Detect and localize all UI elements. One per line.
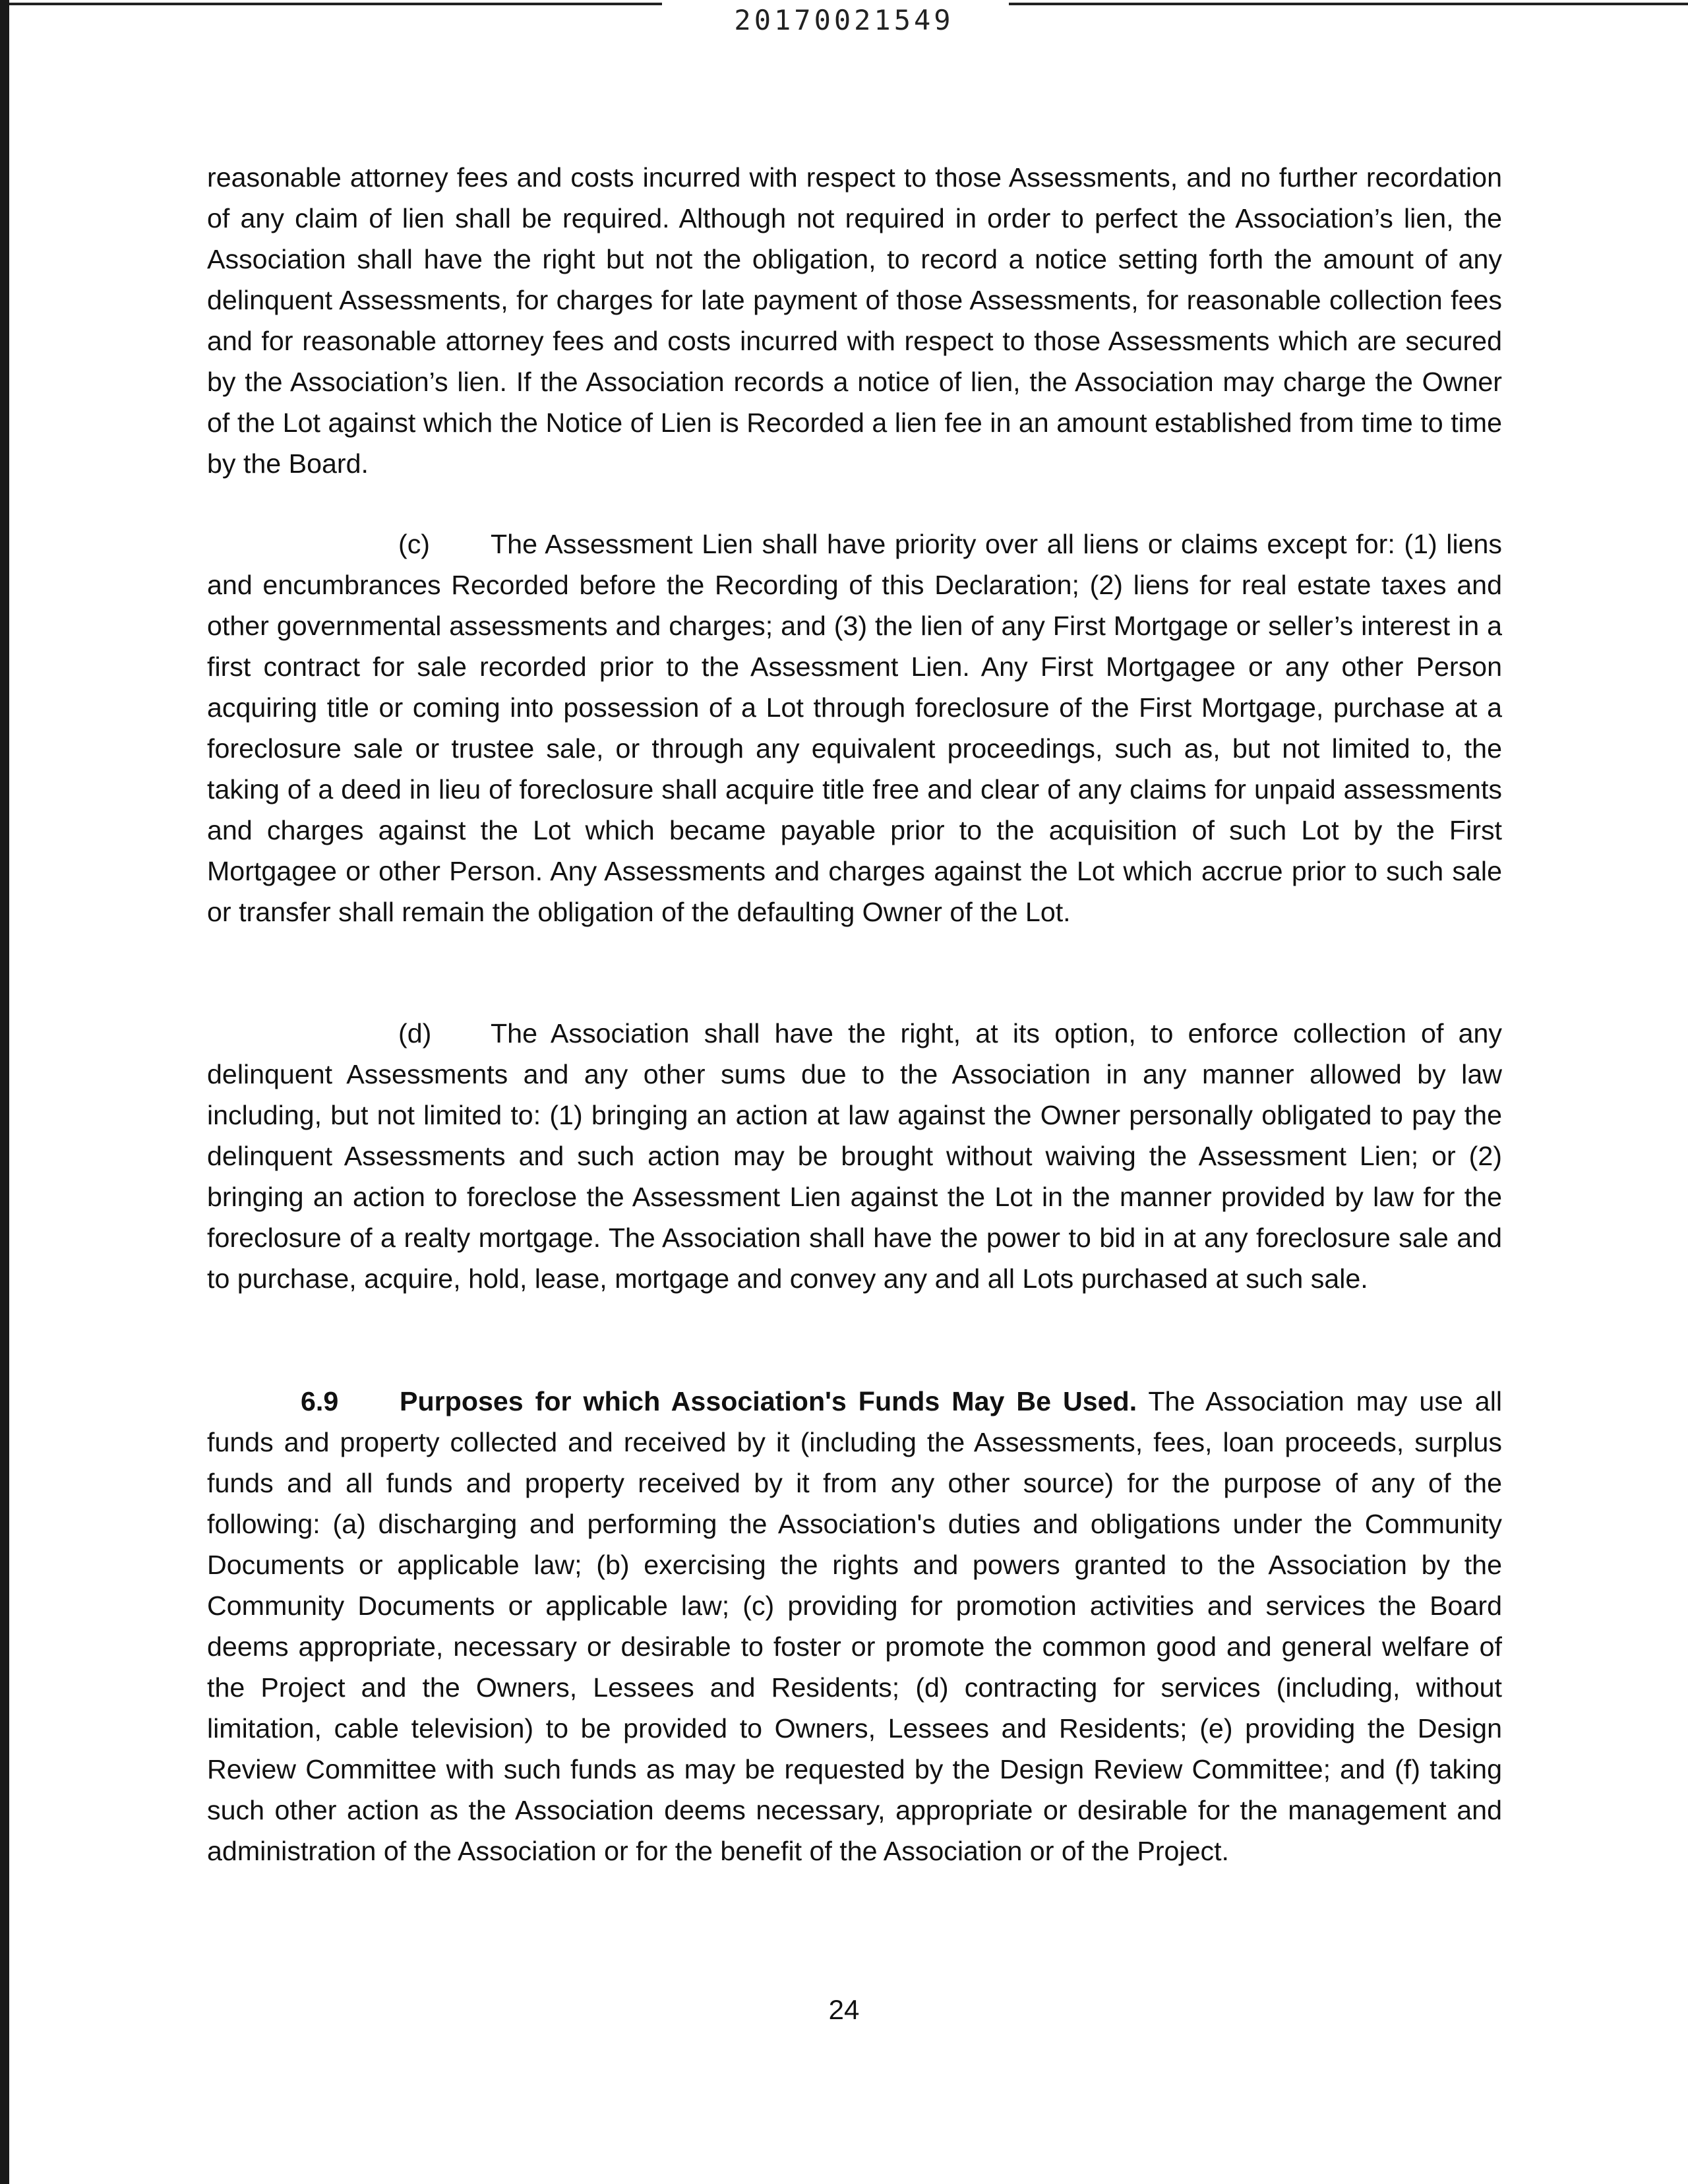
scan-edge (0, 0, 9, 2184)
subsection-label-d: (d) (398, 1018, 432, 1048)
page-number: 24 (828, 1994, 860, 2025)
paragraph-d (207, 1013, 1502, 1299)
subsection-label-c: (c) (398, 529, 431, 559)
paragraph-text: The Assessment Lien shall have priority over all liens or claims except for: (1) liens and encumbrances Recorded before the Recording of this Declaration; (2) liens for real estate taxes and other governmental assessments and charges; and (3) the lien of any First Mortgage or seller’s interest in a first contract for sale recorded prior to the Assessment Lien. Any First Mortgagee or any other Person acquiring title or coming into possession of a Lot through foreclosure of the First Mortgage, purchase at a foreclosure sale or trustee sale, or through any equivalent proceedings, such as, but not limited to, the taking of a deed in lieu of foreclosure shall acquire title free and clear of any claims for unpaid assessments and charges against the Lot which became payable prior to the acquisition of such Lot by the First Mortgagee or other Person. Any Assessments and charges against the Lot which accrue prior to such sale or transfer shall remain the obligation of the defaulting Owner of the Lot. (207, 529, 1502, 927)
section-title: Purposes for which Association's Funds May Be Used. (400, 1386, 1137, 1416)
section-number: 6.9 (301, 1386, 339, 1416)
paragraph-c (207, 524, 1502, 932)
section-6-9 (207, 1381, 1502, 1871)
paragraph-text: reasonable attorney fees and costs incurred with respect to those Assessments, and no further recordation of any claim of lien shall be required. Although not required in order to perfect the Association’s lien, the Association shall have the right but not the obligation, to record a notice setting forth the amount of any delinquent Assessments, for charges for late payment of those Assessments, for reasonable collection fees and for reasonable attorney fees and costs incurred with respect to those Assessments which are secured by the Association’s lien. If the Association records a notice of lien, the Association may charge the Owner of the Lot against which the Notice of Lien is Recorded a lien fee in an amount established from time to time by the Board. (207, 162, 1502, 479)
paragraph-continuation (207, 157, 1502, 484)
paragraph-text: The Association may use all funds and property collected and received by it (including the Assessments, fees, loan proceeds, surplus funds and all funds and property received by it from any other source) for the purpose of any of the following: (a) discharging and performing the Association's duties and obligations under the Community Documents or applicable law; (b) exercising the rights and powers granted to the Association by the Community Documents or applicable law; (c) providing for promotion activities and services the Board deems appropriate, necessary or desirable to foster or promote the common good and general welfare of the Project and the Owners, Lessees and Residents; (d) contracting for services (including, without limitation, cable television) to be provided to Owners, Lessees and Residents; (e) providing the Design Review Committee with such funds as may be requested by the Design Review Committee; and (f) taking such other action as the Association deems necessary, appropriate or desirable for the management and administration of the Association or for the benefit of the Association or of the Project. (207, 1386, 1502, 1866)
document-number: 20170021549 (734, 4, 954, 36)
paragraph-text: The Association shall have the right, at its option, to enforce collection of any delinquent Assessments and any other sums due to the Association in any manner allowed by law including, but not limited to: (1) bringing an action at law against the Owner personally obligated to pay the delinquent Assessments and such action may be brought without waiving the Assessment Lien; or (2) bringing an action to foreclose the Assessment Lien against the Lot in the manner provided by law for the foreclosure of a realty mortgage. The Association shall have the power to bid in at any foreclosure sale and to purchase, acquire, hold, lease, mortgage and convey any and all Lots purchased at such sale. (207, 1018, 1502, 1294)
